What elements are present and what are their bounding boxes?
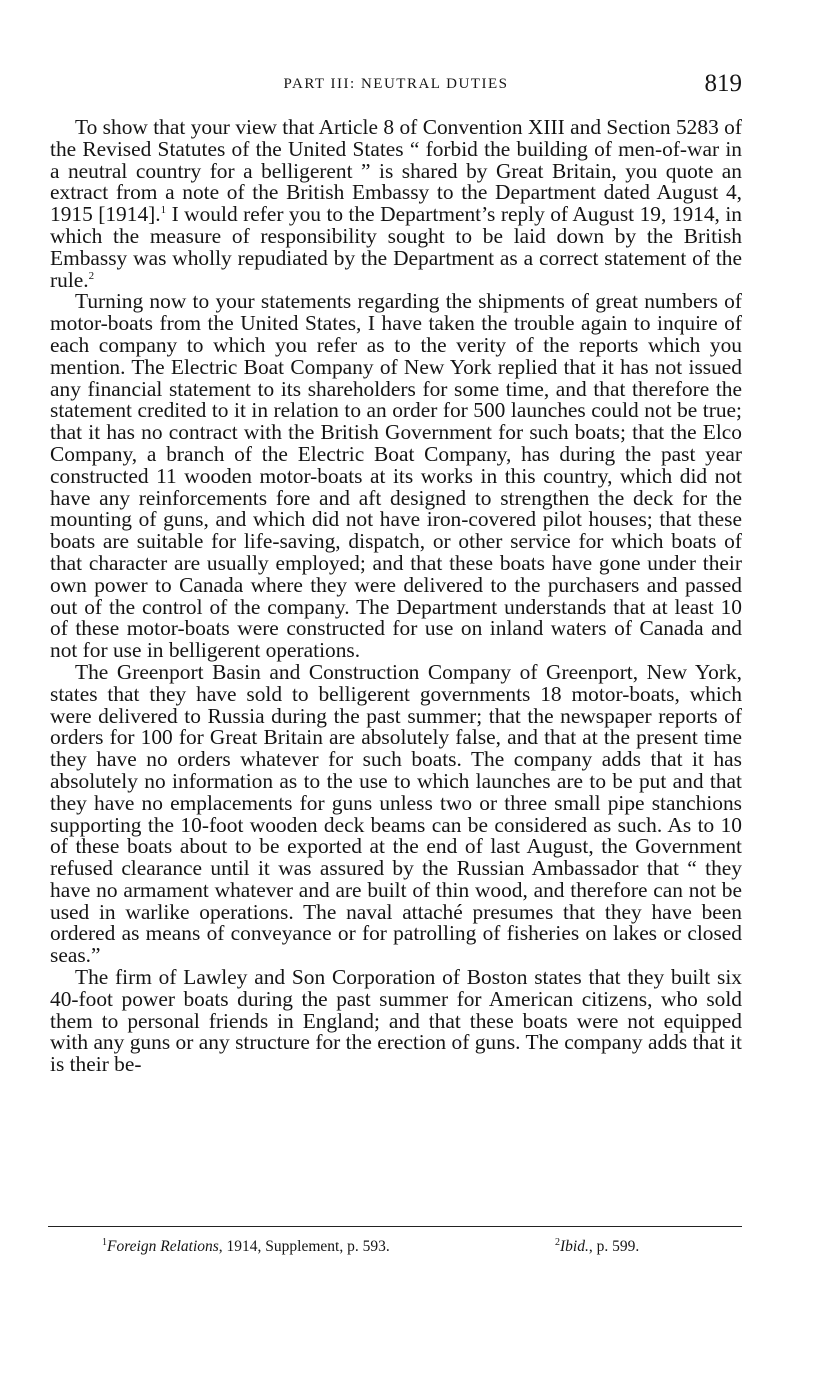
paragraph-1	[50, 117, 742, 291]
footnote-marker: 2	[555, 1237, 560, 1248]
footnote-source: Ibid.	[560, 1238, 589, 1256]
paragraph-text: To show that your view that Article 8 of Convention XIII and Section 5283 of the Revised Statutes of the United States “ forbid the building of men-of-war in a neutral country for a belligerent ” is shared by Great Britain, you quote an extract from a note of the British Embassy to the Department dated August 4, 1915 [1914].	[50, 115, 742, 227]
paragraph-text-continued: I would refer you to the Department’s reply of August 19, 1914, in which the measure of responsibility sought to be laid down by the British Embassy was wholly repudiated by the Department as a correct statement of the rule.	[50, 202, 742, 292]
running-head: PART III: NEUTRAL DUTIES	[283, 76, 509, 92]
footnote-marker: 1	[102, 1237, 107, 1248]
body-text	[50, 117, 742, 1076]
paragraph-4: The firm of Lawley and Son Corporation of Boston states that they built six 40-foot power boats during the past summer for American citizens, who sold them to personal friends in England; and that these boats were not equipped with any guns or any structure for the erection of guns. The company adds that it is their be-	[50, 965, 742, 1077]
footnote-source: Foreign Relations	[107, 1238, 219, 1256]
footnote-citation: , 1914, Supplement, p. 593.	[218, 1238, 390, 1256]
footnote-2	[555, 1237, 639, 1256]
page-header	[50, 70, 742, 102]
paragraph-2: Turning now to your statements regarding the shipments of great numbers of motor-boats from the United States, I have taken the trouble again to inquire of each company to which you refer as to the verity of the reports which you mention. The Electric Boat Company of New York replied that it has not issued any financial statement to its shareholders for some time, and that therefore the statement credited to it in relation to an order for 500 launches could not be true; that it has no contract with the British Government for such boats; that the Elco Company, a branch of the Electric Boat Company, has during the past year constructed 11 wooden motor-boats at its works in this country, which did not have any reinforcements fore and aft designed to strengthen the deck for the mounting of guns, and which did not have iron-covered pilot houses; that these boats are suitable for life-saving, dispatch, or other service for which boats of that character are usually employed; and that these boats have gone under their own power to Canada where they were delivered to the purchasers and passed out of the control of the company. The Department understands that at least 10 of these motor-boats were constructed for use on inland waters of Canada and not for use in belligerent operations.	[50, 289, 742, 663]
footnote-divider	[48, 1226, 742, 1227]
footnote-ref-2: 2	[88, 269, 95, 282]
footnote-1	[102, 1237, 390, 1256]
footnote-ref-1: 1	[160, 204, 167, 217]
paragraph-3: The Greenport Basin and Construction Company of Greenport, New York, states that they have sold to belligerent governments 18 motor-boats, which were delivered to Russia during the past summer; that the newspaper reports of orders for 100 for Great Britain are absolutely false, and that at the present time they have no orders whatever for such boats. The company adds that it has absolutely no information as to the use to which launches are to be put and that they have no emplacements for guns unless two or three small pipe stanchions supporting the 10-foot wooden deck beams can be considered as such. As to 10 of these boats about to be exported at the end of last August, the Government refused clearance until it was assured by the Russian Ambassador that “ they have no armament whatever and are built of thin wood, and therefore can not be used in warlike operations. The naval attaché presumes that they have been ordered as means of conveyance or for patrolling of fisheries on lakes or closed seas.”	[50, 659, 742, 968]
footnote-citation: , p. 599.	[588, 1238, 640, 1256]
page-number: 819	[704, 70, 742, 97]
